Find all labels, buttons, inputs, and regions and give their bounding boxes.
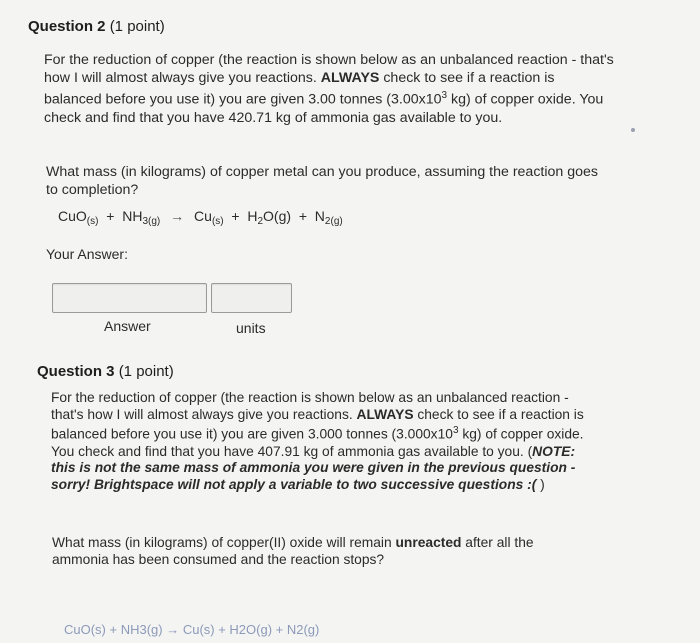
question-2-prompt: What mass (in kilograms) of copper metal can you produce, assuming the reaction goes to completion? <box>46 164 598 198</box>
eq-n2: N <box>314 208 325 224</box>
question-3-number: Question 3 <box>37 363 115 380</box>
q3-note-text: this is not the same mass of ammonia you were given in the previous question - sorry! Brightspace will not apply a variable to two successive questions :( <box>51 460 576 493</box>
question-3-title <box>37 363 174 380</box>
q3-prompt-b: after all the ammonia has been consumed and the reaction stops? <box>52 535 534 567</box>
eq-h2o-sub: 2 <box>257 216 264 227</box>
eq-h2o-rest: O(g) <box>263 208 292 224</box>
q2-emphasis-always: ALWAYS <box>320 69 380 86</box>
eq-arrow: → <box>170 208 185 224</box>
q3-note-close: ) <box>540 477 545 493</box>
eq-h2o: H <box>247 208 258 224</box>
eq-nh3: NH <box>122 208 143 224</box>
q3-text-a: For the reduction of copper (the reaction is shown below as an unbalanced reaction - that's how I will almost always give you reactions. <box>51 390 569 422</box>
eq-plus: + <box>298 208 308 224</box>
eq-plus: + <box>106 208 115 224</box>
q2-text-a: For the reduction of copper (the reaction is shown below as an unbalanced reaction - that's how I will almost always give you reactions. <box>44 52 614 86</box>
question-3-body <box>51 390 603 494</box>
eq-n2-sub: 2(g) <box>324 216 343 227</box>
eq-nh3-sub: 3(g) <box>142 216 161 227</box>
q3-prompt-a: What mass (in kilograms) of copper(II) oxide will remain <box>52 535 396 550</box>
q3-exponent: 3 <box>452 425 459 437</box>
answer-caption: Answer <box>104 318 151 334</box>
your-answer-label: Your Answer: <box>46 246 128 262</box>
units-caption: units <box>236 320 266 336</box>
q2-exponent: 3 <box>441 90 448 102</box>
eq-cu: Cu <box>194 208 212 224</box>
q3-note-label: NOTE: <box>532 443 576 459</box>
question-2-equation <box>58 208 343 227</box>
eq-cuo-state: (s) <box>86 216 99 227</box>
q3-text-c: kg) of copper oxide. You check and find that you have 407.91 kg of ammonia gas available to you. ( <box>51 427 584 459</box>
eq-cuo: CuO <box>58 208 87 224</box>
q3-emphasis-unreacted: unreacted <box>395 535 462 550</box>
q2-text-c: kg) of copper oxide. You check and find that you have 420.71 kg of ammonia gas available to you. <box>44 91 604 126</box>
answer-input[interactable] <box>52 283 207 313</box>
q3-text-b: check to see if a reaction is balanced before you use it) you are given 3.000 tonnes (3.000x10 <box>51 406 584 442</box>
question-2-title <box>28 18 165 35</box>
q2-text-b: check to see if a reaction is balanced before you use it) you are given 3.00 tonnes (3.00x10 <box>44 69 555 108</box>
question-2-body <box>44 52 614 127</box>
question-3-equation-partial: CuO(s) + NH3(g) → Cu(s) + H2O(g) + N2(g) <box>64 622 320 637</box>
eq-cu-state: (s) <box>211 216 224 227</box>
eq-plus: + <box>231 208 240 224</box>
question-2-points: (1 point) <box>109 18 165 35</box>
q3-emphasis-always: ALWAYS <box>356 406 414 422</box>
question-3-points: (1 point) <box>118 363 174 380</box>
question-3-prompt <box>52 535 592 568</box>
units-input[interactable] <box>211 283 292 313</box>
question-2-number: Question 2 <box>28 18 106 35</box>
cursor-dot <box>631 128 635 132</box>
